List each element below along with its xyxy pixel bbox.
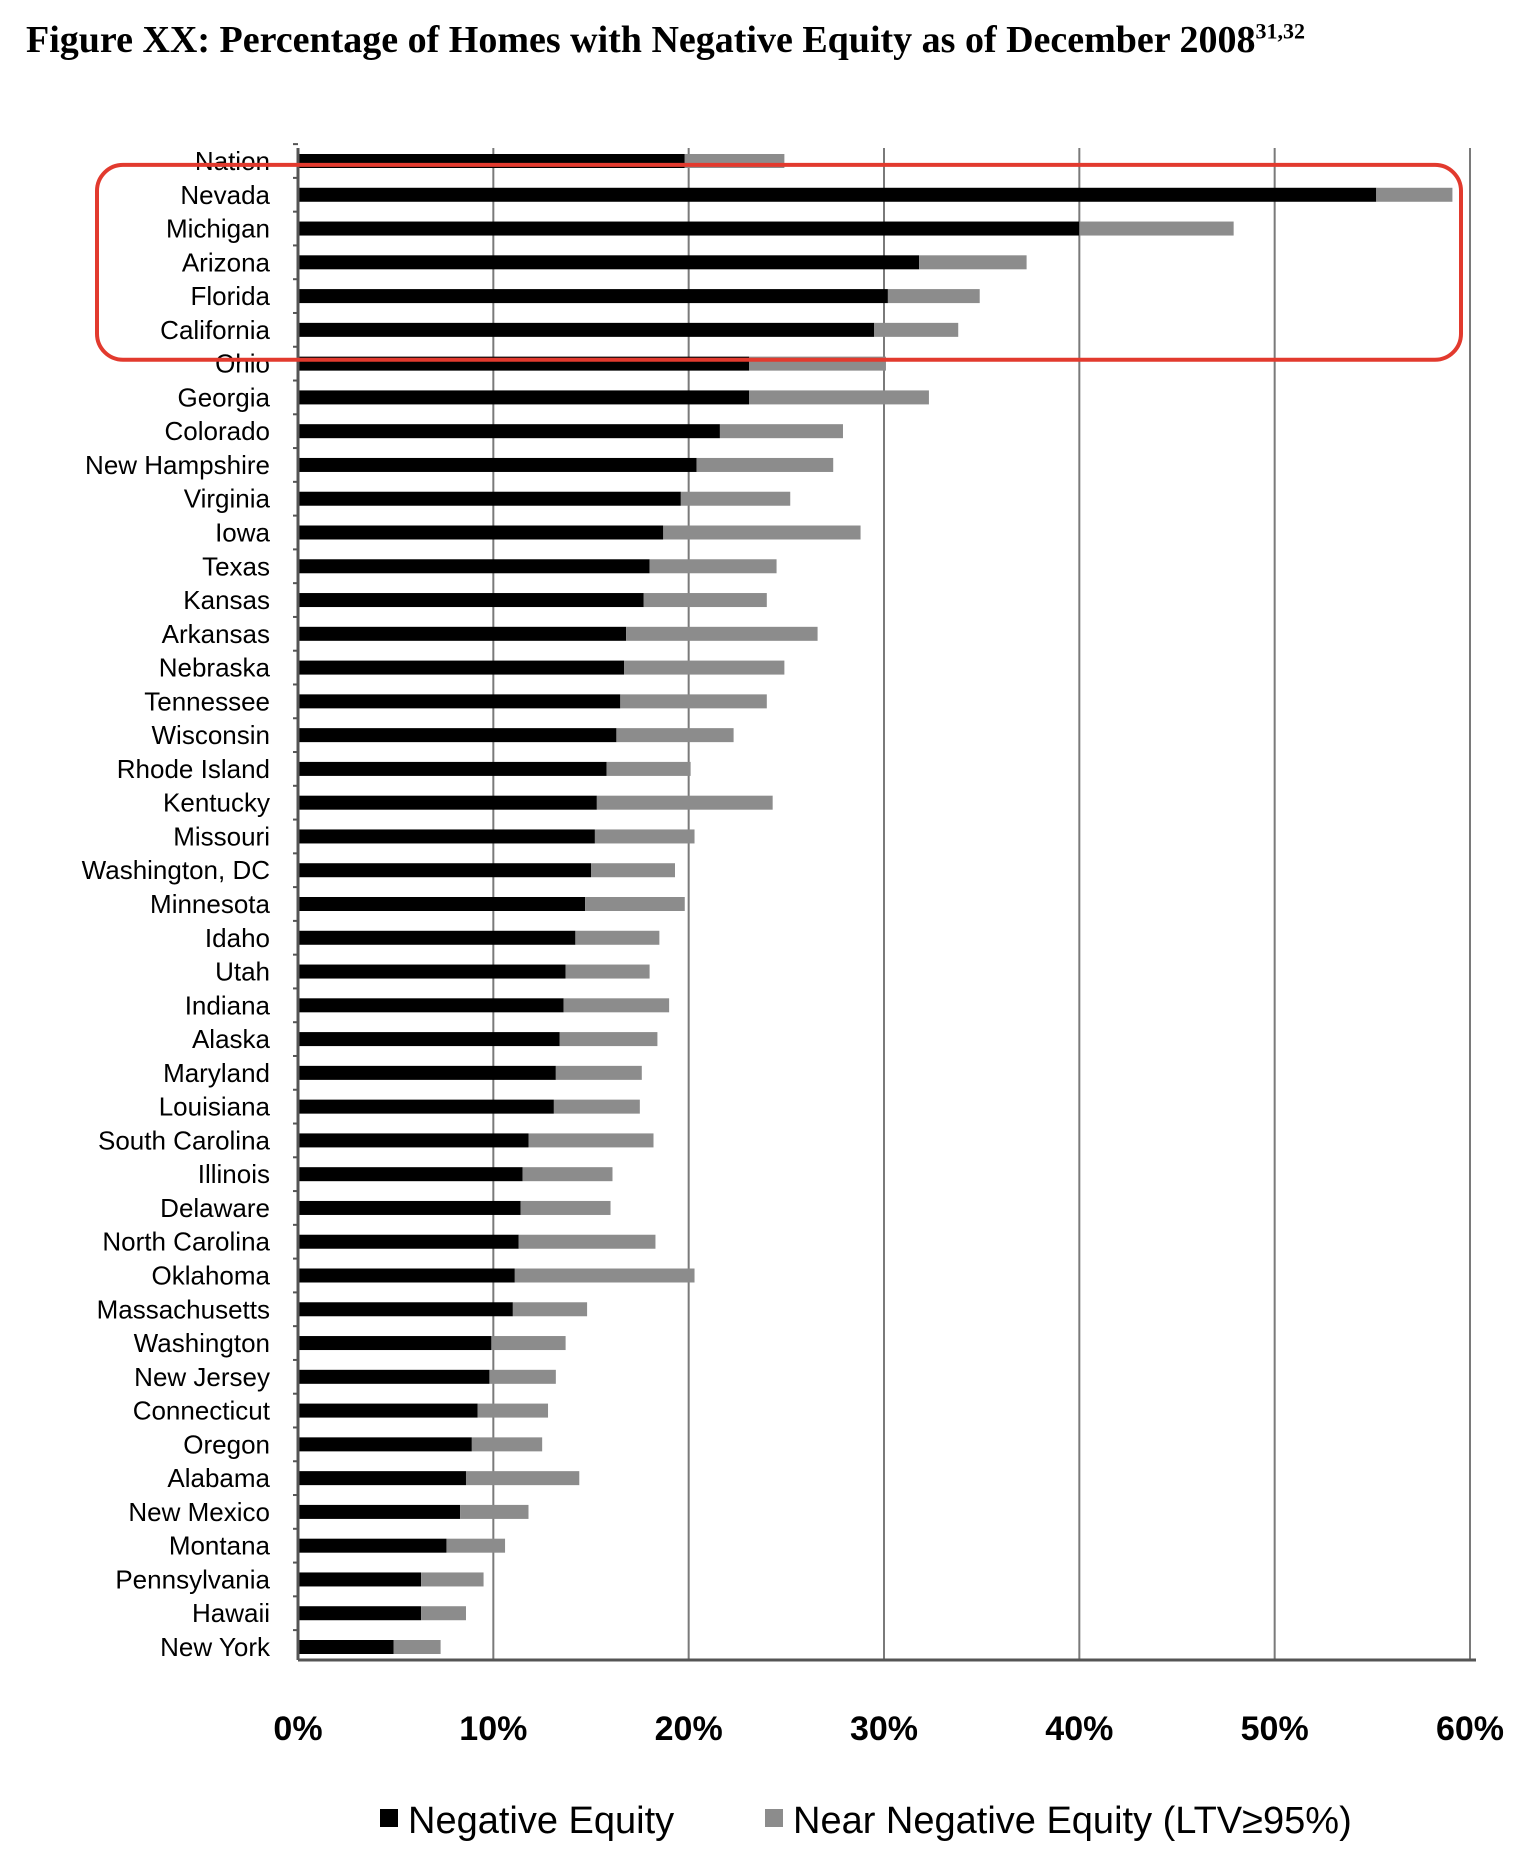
bar-minnesota-near-negative-equity-ltv-95	[585, 897, 685, 911]
bar-kentucky-negative-equity	[298, 796, 597, 810]
category-label-wisconsin: Wisconsin	[151, 720, 270, 751]
bar-south-carolina-negative-equity	[298, 1133, 528, 1147]
category-label-south-carolina: South Carolina	[98, 1125, 270, 1156]
category-labels	[82, 146, 271, 1662]
bar-alaska-near-negative-equity-ltv-95	[560, 1032, 658, 1046]
bar-alaska-negative-equity	[298, 1032, 560, 1046]
bar-washington-near-negative-equity-ltv-95	[491, 1336, 565, 1350]
bar-florida-negative-equity	[298, 289, 888, 303]
bar-florida-near-negative-equity-ltv-95	[888, 289, 980, 303]
category-label-arkansas: Arkansas	[161, 618, 270, 649]
bar-alabama-near-negative-equity-ltv-95	[466, 1471, 579, 1485]
bar-new-jersey-negative-equity	[298, 1370, 489, 1384]
bar-hawaii-near-negative-equity-ltv-95	[421, 1606, 466, 1620]
bar-nebraska-negative-equity	[298, 661, 624, 675]
category-label-maryland: Maryland	[163, 1057, 270, 1088]
bar-connecticut-near-negative-equity-ltv-95	[478, 1404, 548, 1418]
x-tick-label-40: 40%	[1045, 1710, 1114, 1748]
category-label-minnesota: Minnesota	[150, 889, 270, 919]
bar-new-jersey-near-negative-equity-ltv-95	[489, 1370, 555, 1384]
category-label-north-carolina: North Carolina	[102, 1226, 270, 1257]
bar-montana-near-negative-equity-ltv-95	[446, 1539, 505, 1553]
category-label-rhode-island: Rhode Island	[116, 753, 270, 784]
bar-iowa-negative-equity	[298, 526, 663, 540]
x-tick-label-0: 0%	[273, 1710, 323, 1748]
bar-delaware-negative-equity	[298, 1201, 521, 1215]
legend	[380, 1800, 1352, 1842]
bar-iowa-near-negative-equity-ltv-95	[663, 526, 860, 540]
bar-california-negative-equity	[298, 323, 874, 337]
category-label-kentucky: Kentucky	[163, 787, 270, 818]
bar-new-hampshire-negative-equity	[298, 458, 696, 472]
bar-nevada-negative-equity	[298, 188, 1376, 202]
category-label-connecticut: Connecticut	[132, 1395, 270, 1426]
bar-louisiana-negative-equity	[298, 1100, 554, 1114]
bars	[298, 154, 1452, 1654]
bar-idaho-near-negative-equity-ltv-95	[575, 931, 659, 945]
bar-wisconsin-near-negative-equity-ltv-95	[616, 728, 733, 742]
bar-new-york-negative-equity	[298, 1640, 394, 1654]
bar-kansas-near-negative-equity-ltv-95	[644, 593, 767, 607]
category-label-nevada: Nevada	[180, 179, 270, 210]
category-label-nation: Nation	[194, 146, 270, 176]
category-label-florida: Florida	[190, 281, 270, 312]
bar-utah-near-negative-equity-ltv-95	[566, 965, 650, 979]
bar-nevada-near-negative-equity-ltv-95	[1376, 188, 1452, 202]
bar-montana-negative-equity	[298, 1539, 446, 1553]
bar-maryland-negative-equity	[298, 1066, 556, 1080]
bar-hawaii-negative-equity	[298, 1606, 421, 1620]
category-label-missouri: Missouri	[173, 821, 270, 852]
x-tick-label-10: 10%	[459, 1710, 528, 1748]
bar-massachusetts-near-negative-equity-ltv-95	[513, 1302, 587, 1316]
category-label-alaska: Alaska	[191, 1024, 270, 1055]
bar-arkansas-near-negative-equity-ltv-95	[626, 627, 817, 641]
category-label-washington-dc: Washington, DC	[81, 855, 270, 886]
bar-virginia-negative-equity	[298, 492, 681, 506]
bar-alabama-negative-equity	[298, 1471, 466, 1485]
category-label-pennsylvania: Pennsylvania	[115, 1564, 270, 1595]
bar-colorado-negative-equity	[298, 424, 720, 438]
bar-new-hampshire-near-negative-equity-ltv-95	[696, 458, 833, 472]
category-label-new-york: New York	[160, 1632, 270, 1662]
bar-texas-near-negative-equity-ltv-95	[650, 559, 777, 573]
bar-georgia-negative-equity	[298, 390, 749, 404]
category-label-idaho: Idaho	[204, 922, 270, 953]
bar-pennsylvania-near-negative-equity-ltv-95	[421, 1572, 484, 1586]
x-tick-label-50: 50%	[1240, 1710, 1309, 1748]
bar-texas-negative-equity	[298, 559, 650, 573]
category-label-hawaii: Hawaii	[191, 1598, 270, 1629]
category-label-virginia: Virginia	[183, 483, 270, 514]
category-label-montana: Montana	[168, 1530, 270, 1561]
category-label-new-mexico: New Mexico	[128, 1496, 270, 1527]
x-tick-label-20: 20%	[654, 1710, 723, 1748]
legend-label-negative-equity: Negative Equity	[408, 1800, 675, 1842]
bar-missouri-negative-equity	[298, 829, 595, 843]
bar-oregon-near-negative-equity-ltv-95	[472, 1437, 542, 1451]
bar-tennessee-negative-equity	[298, 694, 620, 708]
x-tick-labels	[273, 1710, 1504, 1748]
figure-title-text: Figure XX: Percentage of Homes with Negative Equity as of December 2008	[26, 19, 1256, 61]
bar-washington-dc-near-negative-equity-ltv-95	[591, 863, 675, 877]
bar-rhode-island-near-negative-equity-ltv-95	[607, 762, 691, 776]
bar-south-carolina-near-negative-equity-ltv-95	[528, 1133, 653, 1147]
bar-massachusetts-negative-equity	[298, 1302, 513, 1316]
bar-washington-negative-equity	[298, 1336, 491, 1350]
legend-label-near-negative-equity-ltv-95: Near Negative Equity (LTV≥95%)	[793, 1800, 1352, 1842]
bar-oklahoma-negative-equity	[298, 1269, 515, 1283]
bar-kansas-negative-equity	[298, 593, 644, 607]
bar-north-carolina-negative-equity	[298, 1235, 519, 1249]
bar-california-near-negative-equity-ltv-95	[874, 323, 958, 337]
bar-arkansas-negative-equity	[298, 627, 626, 641]
bar-michigan-near-negative-equity-ltv-95	[1079, 222, 1233, 236]
bar-utah-negative-equity	[298, 965, 566, 979]
category-label-oregon: Oregon	[183, 1429, 270, 1460]
category-label-nebraska: Nebraska	[158, 652, 270, 683]
bar-kentucky-near-negative-equity-ltv-95	[597, 796, 773, 810]
bar-connecticut-negative-equity	[298, 1404, 478, 1418]
bar-rhode-island-negative-equity	[298, 762, 607, 776]
category-label-illinois: Illinois	[197, 1159, 270, 1190]
bar-georgia-near-negative-equity-ltv-95	[749, 390, 929, 404]
category-label-tennessee: Tennessee	[144, 686, 270, 717]
category-label-new-hampshire: New Hampshire	[85, 449, 270, 480]
bar-delaware-near-negative-equity-ltv-95	[521, 1201, 611, 1215]
bar-indiana-negative-equity	[298, 998, 564, 1012]
x-tick-label-60: 60%	[1435, 1710, 1505, 1748]
figure-title-footnote: 31,32	[1255, 18, 1305, 44]
category-label-delaware: Delaware	[160, 1192, 270, 1223]
category-label-michigan: Michigan	[165, 213, 270, 244]
bar-arizona-near-negative-equity-ltv-95	[919, 255, 1026, 269]
bar-washington-dc-negative-equity	[298, 863, 591, 877]
bar-virginia-near-negative-equity-ltv-95	[681, 492, 790, 506]
category-label-georgia: Georgia	[177, 382, 270, 413]
bar-louisiana-near-negative-equity-ltv-95	[554, 1100, 640, 1114]
bar-oregon-negative-equity	[298, 1437, 472, 1451]
category-label-colorado: Colorado	[164, 416, 270, 447]
legend-swatch-negative-equity	[380, 1809, 398, 1827]
category-label-alabama: Alabama	[167, 1463, 270, 1494]
category-label-california: California	[160, 314, 270, 345]
category-label-oklahoma: Oklahoma	[151, 1260, 270, 1291]
bar-colorado-near-negative-equity-ltv-95	[720, 424, 843, 438]
category-label-texas: Texas	[202, 551, 270, 582]
category-label-new-jersey: New Jersey	[134, 1361, 270, 1392]
bar-new-york-near-negative-equity-ltv-95	[394, 1640, 441, 1654]
category-label-iowa: Iowa	[215, 517, 270, 548]
bar-illinois-negative-equity	[298, 1167, 523, 1181]
bar-illinois-near-negative-equity-ltv-95	[523, 1167, 613, 1181]
bar-maryland-near-negative-equity-ltv-95	[556, 1066, 642, 1080]
bar-oklahoma-near-negative-equity-ltv-95	[515, 1269, 695, 1283]
bar-new-mexico-near-negative-equity-ltv-95	[460, 1505, 528, 1519]
category-label-louisiana: Louisiana	[158, 1091, 270, 1122]
bar-wisconsin-negative-equity	[298, 728, 616, 742]
bar-indiana-near-negative-equity-ltv-95	[564, 998, 669, 1012]
bar-north-carolina-near-negative-equity-ltv-95	[519, 1235, 656, 1249]
bar-idaho-negative-equity	[298, 931, 575, 945]
bar-tennessee-near-negative-equity-ltv-95	[620, 694, 767, 708]
bar-michigan-negative-equity	[298, 222, 1079, 236]
category-label-indiana: Indiana	[184, 990, 270, 1021]
legend-swatch-near-negative-equity-ltv-95	[765, 1809, 783, 1827]
category-label-massachusetts: Massachusetts	[96, 1294, 270, 1325]
bar-missouri-near-negative-equity-ltv-95	[595, 829, 695, 843]
category-label-utah: Utah	[215, 956, 270, 987]
bar-new-mexico-negative-equity	[298, 1505, 460, 1519]
bar-nebraska-near-negative-equity-ltv-95	[624, 661, 784, 675]
bar-minnesota-negative-equity	[298, 897, 585, 911]
category-label-arizona: Arizona	[181, 247, 270, 278]
category-label-ohio: Ohio	[215, 348, 270, 379]
category-label-kansas: Kansas	[183, 585, 270, 616]
bar-arizona-negative-equity	[298, 255, 919, 269]
category-label-washington: Washington	[133, 1328, 270, 1359]
x-tick-label-30: 30%	[849, 1710, 919, 1748]
bar-pennsylvania-negative-equity	[298, 1572, 421, 1586]
